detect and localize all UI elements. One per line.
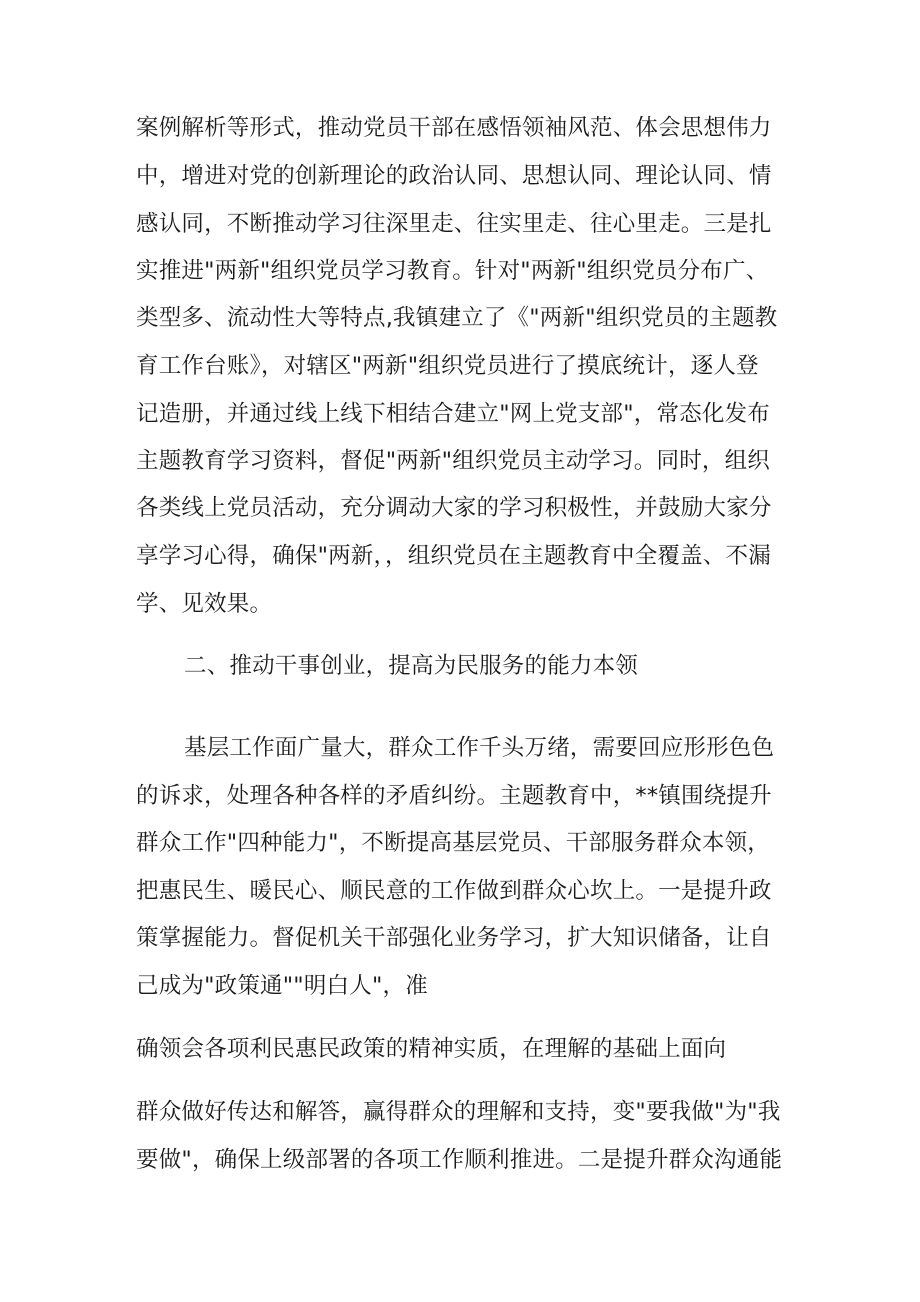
paragraph-line: 要做"，确保上级部署的各项工作顺利推进。二是提升群众沟通能 xyxy=(136,1147,783,1173)
paragraph-line: 育工作台账》，对辖区"两新"组织党员进行了摸底统计，逐人登 xyxy=(136,353,759,379)
paragraph-line: 类型多、流动性大等特点,我镇建立了《"两新"组织党员的主题教 xyxy=(136,305,778,331)
paragraph-line: 学、见效果。 xyxy=(136,591,273,617)
paragraph-line: 记造册，并通过线上线下相结合建立"网上党支部"，常态化发布 xyxy=(136,401,770,427)
paragraph-line: 策掌握能力。督促机关干部强化业务学习，扩大知识储备，让自 xyxy=(136,925,772,951)
paragraph-line: 各类线上党员活动，充分调动大家的学习积极性，并鼓励大家分 xyxy=(136,495,772,521)
paragraph-line: 基层工作面广量大，群众工作千头万绪，需要回应形形色色 xyxy=(184,735,775,761)
paragraph-line: 群众工作"四种能力"，不断提高基层党员、干部服务群众本领， xyxy=(136,830,770,856)
paragraph-line: 案例解析等形式，推动党员干部在感悟领袖风范、体会思想伟力 xyxy=(136,115,772,141)
paragraph-line: 主题教育学习资料，督促"两新"组织党员主动学习。同时，组织 xyxy=(136,448,770,474)
paragraph-line: 群众做好传达和解答，赢得群众的理解和支持，变"要我做"为"我 xyxy=(136,1099,781,1125)
paragraph-line: 享学习心得，确保"两新，，组织党员在主题教育中全覆盖、不漏 xyxy=(136,543,771,569)
paragraph-line: 把惠民生、暖民心、顺民意的工作做到群众心坎上。一是提升政 xyxy=(136,878,772,904)
paragraph-line: 实推进"两新"组织党员学习教育。针对"两新"组织党员分布广、 xyxy=(136,258,769,284)
section-heading: 二、推动干事创业，提高为民服务的能力本领 xyxy=(184,653,639,679)
paragraph-line: 确领会各项利民惠民政策的精神实质，在理解的基础上面向 xyxy=(136,1036,727,1062)
paragraph-line: 的诉求，处理各种各样的矛盾纠纷。主题教育中，**镇围绕提升 xyxy=(136,783,772,809)
paragraph-line: 感认同，不断推动学习往深里走、往实里走、往心里走。三是扎 xyxy=(136,211,772,237)
paragraph-line: 己成为"政策通""明白人"，准 xyxy=(136,973,428,999)
paragraph-line: 中，增进对党的创新理论的政治认同、思想认同、理论认同、情 xyxy=(136,163,772,189)
